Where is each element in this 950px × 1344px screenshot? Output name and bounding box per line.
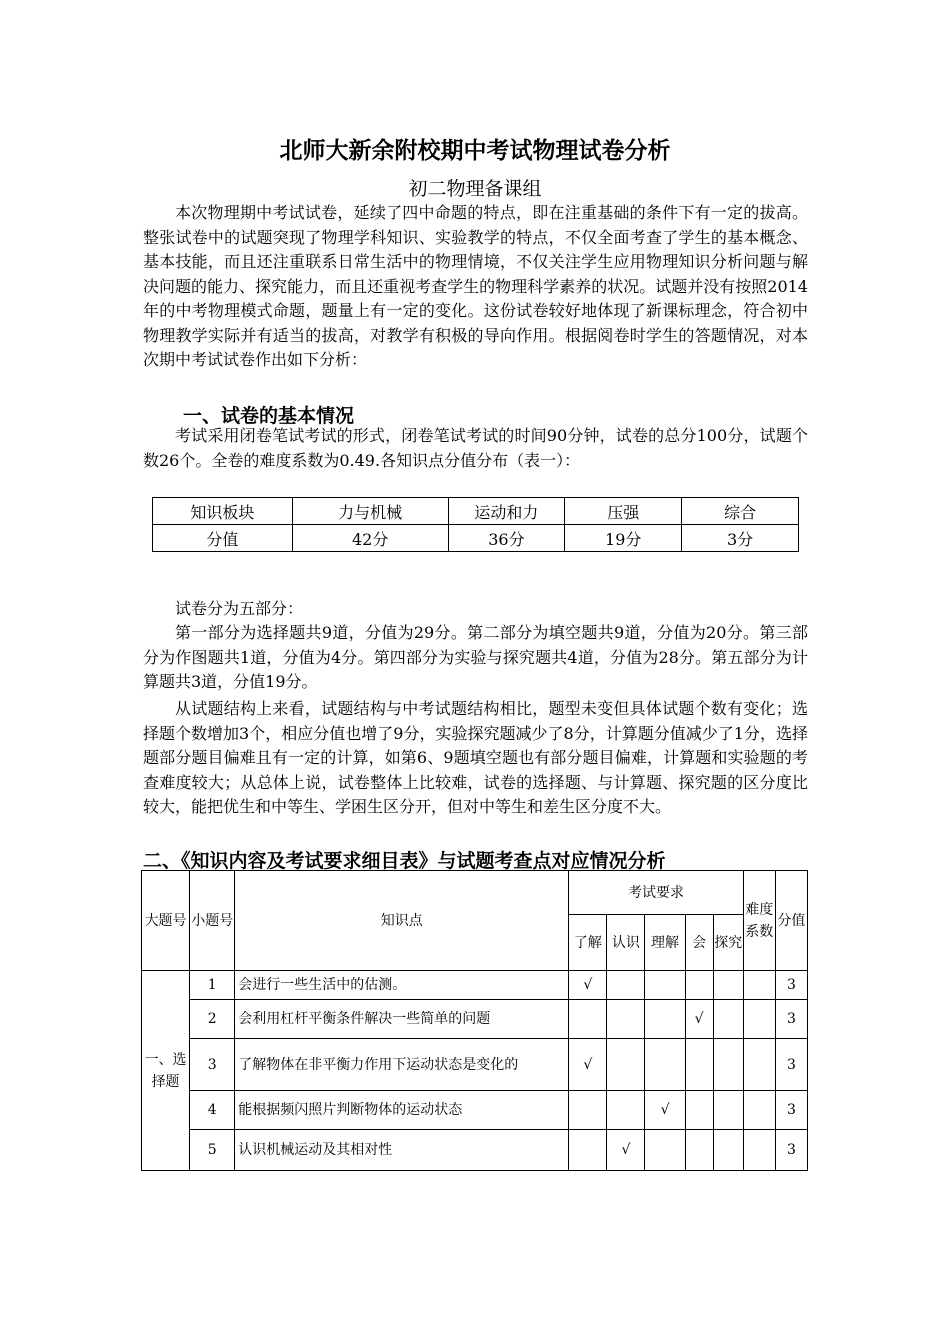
mark-cell: [645, 1130, 685, 1171]
difficulty-cell: [743, 1130, 775, 1171]
header-score: 分值: [775, 871, 807, 971]
table-cell: 知识板块: [153, 498, 293, 525]
header-req-understand: 了解: [569, 915, 607, 971]
table-cell: 分值: [153, 525, 293, 552]
mark-cell: √: [569, 971, 607, 1000]
exam-requirement-table: [141, 870, 808, 1171]
header-req-comprehend: 理解: [645, 915, 685, 971]
group-label-choice: 一、选择题: [142, 971, 190, 1171]
knowledge-point: 会利用杠杆平衡条件解决一些简单的问题: [235, 1000, 569, 1039]
table-cell: 压强: [565, 498, 682, 525]
section1-paragraph: 考试采用闭卷笔试考试的形式，闭卷笔试考试的时间90分钟，试卷的总分100分，试题个数26个。全卷的难度系数为0.49.各知识点分值分布（表一）：: [143, 426, 808, 470]
mark-cell: [713, 1130, 743, 1171]
knowledge-point: 能根据频闪照片判断物体的运动状态: [235, 1091, 569, 1130]
score-cell: 3: [775, 1039, 807, 1091]
table-cell: 19分: [565, 525, 682, 552]
mark-cell: √: [607, 1130, 645, 1171]
mark-cell: [607, 1091, 645, 1130]
knowledge-point: 会进行一些生活中的估测。: [235, 971, 569, 1000]
mark-cell: [569, 1000, 607, 1039]
table-cell: 42分: [292, 525, 448, 552]
mark-cell: [685, 1039, 713, 1091]
mark-cell: [713, 1091, 743, 1130]
mark-cell: [685, 1091, 713, 1130]
score-cell: 3: [775, 971, 807, 1000]
table-cell: 36分: [448, 525, 565, 552]
knowledge-point: 认识机械运动及其相对性: [235, 1130, 569, 1171]
parts-intro: 试卷分为五部分：: [175, 599, 304, 618]
table-row: [153, 498, 799, 525]
intro-paragraph: 本次物理期中考试试卷，延续了四中命题的特点，即在注重基础的条件下有一定的拔高。整张试卷中的试题突现了物理学科知识、实验教学的特点，不仅全面考查了学生的基本概念、基本技能，而且还注重联系日常生活中的物理情境，不仅关注学生应用物理知识分析问题与解决问题的能力、探究能力，而且还重视考查学生的物理科学素养的状况。试题并没有按照2014年的中考物理模式命题，题量上有一定的变化。这份试卷较好地体现了新课标理念，符合初中物理教学实际并有适当的拔高，对教学有积极的导向作用。根据阅卷时学生的答题情况，对本次期中考试试卷作出如下分析：: [143, 203, 808, 369]
section1-heading: 一、试卷的基本情况: [183, 405, 355, 427]
table-cell: 运动和力: [448, 498, 565, 525]
difficulty-cell: [743, 1091, 775, 1130]
difficulty-cell: [743, 1000, 775, 1039]
header-knowledge-point: 知识点: [235, 871, 569, 971]
difficulty-cell: [743, 1039, 775, 1091]
mark-cell: [713, 1039, 743, 1091]
mark-cell: [685, 1130, 713, 1171]
row-number: 4: [190, 1091, 235, 1130]
table-cell: 力与机械: [292, 498, 448, 525]
row-number: 3: [190, 1039, 235, 1091]
mark-cell: [569, 1091, 607, 1130]
mark-cell: [569, 1130, 607, 1171]
knowledge-score-table: [152, 497, 799, 552]
page-title: 北师大新余附校期中考试物理试卷分析: [279, 138, 671, 164]
mark-cell: [645, 1000, 685, 1039]
parts-detail: 第一部分为选择题共9道，分值为29分。第二部分为填空题共9道，分值为20分。第三部分为作图题共1道，分值为4分。第四部分为实验与探究题共4道，分值为28分。第五部分为计算题共3道，分值19分。: [143, 623, 808, 691]
score-cell: 3: [775, 1091, 807, 1130]
mark-cell: [645, 1039, 685, 1091]
mark-cell: [607, 1000, 645, 1039]
header-req-explore: 探究: [713, 915, 743, 971]
table-row: [142, 1130, 808, 1171]
mark-cell: √: [685, 1000, 713, 1039]
header-req-can: 会: [685, 915, 713, 971]
table-cell: 3分: [682, 525, 799, 552]
mark-cell: [607, 1039, 645, 1091]
header-exam-requirement: 考试要求: [569, 871, 743, 915]
table-row: [142, 1039, 808, 1091]
mark-cell: [607, 971, 645, 1000]
header-major-question: 大题号: [142, 871, 190, 971]
header-difficulty: 难度系数: [743, 871, 775, 971]
mark-cell: [685, 971, 713, 1000]
table-row: [142, 1000, 808, 1039]
header-minor-question: 小题号: [190, 871, 235, 971]
row-number: 1: [190, 971, 235, 1000]
structure-paragraph: 从试题结构上来看，试题结构与中考试题结构相比，题型未变但具体试题个数有变化；选择题个数增加3个，相应分值也增了9分，实验探究题减少了8分，计算题分值减少了1分，选择题部分题目偏难且有一定的计算，如第6、9题填空题也有部分题目偏难，计算题和实验题的考查难度较大；从总体上说，试卷整体上比较难，试卷的选择题、与计算题、探究题的区分度比较大，能把优生和中等生、学困生区分开，但对中等生和差生区分度不大。: [143, 699, 808, 816]
table-row: [142, 971, 808, 1000]
table-cell: 综合: [682, 498, 799, 525]
table-row: [142, 1091, 808, 1130]
score-cell: 3: [775, 1000, 807, 1039]
table-row: [153, 525, 799, 552]
header-req-recognize: 认识: [607, 915, 645, 971]
section2-heading: 二、《知识内容及考试要求细目表》与试题考查点对应情况分析: [143, 850, 666, 872]
difficulty-cell: [743, 971, 775, 1000]
mark-cell: [645, 971, 685, 1000]
row-number: 5: [190, 1130, 235, 1171]
knowledge-point: 了解物体在非平衡力作用下运动状态是变化的: [235, 1039, 569, 1091]
mark-cell: √: [645, 1091, 685, 1130]
row-number: 2: [190, 1000, 235, 1039]
table-header-row: [142, 871, 808, 915]
mark-cell: √: [569, 1039, 607, 1091]
score-cell: 3: [775, 1130, 807, 1171]
mark-cell: [713, 1000, 743, 1039]
mark-cell: [713, 971, 743, 1000]
page-subtitle: 初二物理备课组: [408, 178, 542, 200]
